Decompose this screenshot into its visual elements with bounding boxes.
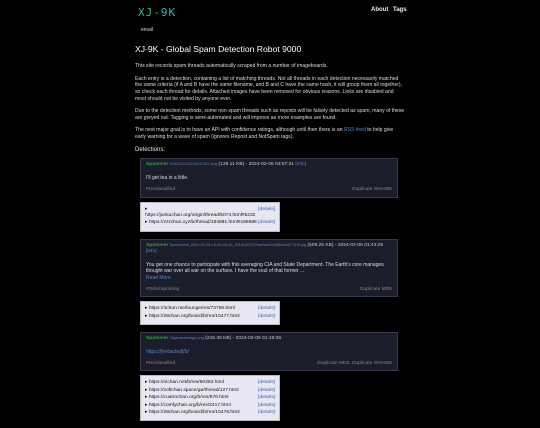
site-logo[interactable]: XJ-9K: [138, 6, 177, 19]
list-item: [145, 314, 275, 320]
thread-url: ▸ https://cuatrochan.org/b/res/876.html: [145, 395, 228, 401]
detection-card: [140, 239, 398, 298]
false-positive-text: Due to the detection methods, some non-spam threads such as reposts will be falsely detected as spam, many of these are greyed out. Tagging is semi-automated and will improve as more examples are found.: [135, 108, 405, 121]
tag-label[interactable]: #Unclassified: [146, 187, 176, 193]
thread-url: ▸ https://comfychan.org/b/res/2417.html: [145, 403, 231, 409]
file-meta: (138.11 KB) - 2024-02-06 03:57:31: [218, 162, 295, 168]
details-link[interactable]: [details]: [258, 206, 275, 212]
list-item: [145, 395, 275, 401]
thread-url: ▸ https://nichan.net/b/res/50363.html: [145, 380, 224, 386]
thread-url: ▸ https://zzzchan.xyz/b/thread/184881.html#186988: [145, 220, 257, 226]
rss-feed-link[interactable]: RSS feed: [343, 127, 366, 134]
author-name: Spammer: [146, 336, 169, 342]
post-body: You get one chance to participate with this averaging CIA and State Department. The Earth's core manages thought war over all war on the surface. I have the soul of that former ... Read More: [146, 261, 384, 281]
intro-text: This site records spam threads automatically scraped from a number of imageboards.: [135, 63, 328, 70]
read-more-link[interactable]: Read More: [146, 274, 171, 281]
details-link[interactable]: [details]: [258, 387, 275, 393]
match-type: Duplicate SHA256: [352, 187, 392, 193]
file-meta: (215.36 KB) - 2024-02-06 01:19:36: [205, 336, 282, 342]
list-item: [145, 388, 275, 394]
details-link[interactable]: [details]: [258, 395, 275, 401]
nav-about[interactable]: About: [371, 7, 389, 13]
thread-url: ▸ https://28chan.org/board/b/res/10476.html: [145, 410, 240, 416]
author-name: Spammer: [146, 242, 169, 248]
thread-links: [140, 375, 280, 421]
thread-url: ▸ https://softchan.space/ga/thread/127.html: [145, 388, 239, 394]
author-name: Spammer: [146, 162, 169, 168]
detections-heading: Detections:: [135, 146, 166, 153]
post-body: [146, 349, 392, 356]
details-link[interactable]: [details]: [258, 313, 275, 319]
details-link[interactable]: [details]: [258, 380, 275, 386]
api-text: The next major goal is to have an API with confidence ratings, although until then there is an RSS feed to help give early warning for a wave of spam (ignores Repost and NotSpam tags).: [135, 127, 394, 141]
file-meta: (509.25 KB) - 2024-02-06 01:43:25: [307, 242, 384, 248]
thread-url: ▸ https://28chan.org/board/b/res/10477.html: [145, 314, 240, 320]
post-body: I'll get tea in a little.: [146, 174, 189, 181]
thread-links: [140, 202, 280, 232]
page-title: XJ-9K - Global Spam Detection Robot 9000: [135, 44, 302, 54]
list-item: [145, 207, 275, 220]
thread-url: ▸ https://junkuchan.org/origin/thread/5074.html#5232: [145, 207, 258, 220]
post-link[interactable]: https://[redacted]/b/: [146, 348, 189, 355]
top-nav: [368, 7, 407, 15]
list-item: [145, 410, 275, 416]
main-content: [135, 44, 405, 428]
details-link[interactable]: [details]: [258, 409, 275, 415]
thread-links: [140, 301, 280, 325]
info-link[interactable]: [info]: [146, 249, 157, 255]
details-link[interactable]: [details]: [258, 306, 275, 312]
list-item: [145, 306, 275, 312]
file-name[interactable]: ClipboardImage.png: [169, 336, 204, 341]
detection-card: [140, 332, 398, 371]
thread-url: ▸ https://4chon.me/lounge/res/73756.html: [145, 306, 235, 312]
detection-card: [140, 158, 398, 197]
explanation-text: Each entry is a detection, containing a list of matching threads. Not all threads in each detection necessarily matched the same criteria (if A and B have the same filename, and B and C have the same hash, it will group them all together), so check each thread for details. Attached images have been removed for obvious reasons. Links are disabled and most should not be visited by anyone ever.: [135, 75, 402, 102]
file-name[interactable]: Screenshot_2024-02-05-16-49-44-40_40184257297ae0ab618fd8ba2d57719f.jpg: [169, 242, 307, 247]
details-link[interactable]: [details]: [258, 402, 275, 408]
file-name[interactable]: 0132010125215312312.png: [169, 162, 218, 167]
tag-label[interactable]: #Unclassified: [146, 361, 176, 367]
list-item: [145, 220, 275, 226]
email-link[interactable]: email: [141, 27, 153, 33]
list-item: [145, 380, 275, 386]
nav-tags[interactable]: Tags: [393, 7, 407, 13]
match-type: Duplicate MD5: [359, 287, 392, 293]
info-link[interactable]: [info]: [295, 162, 306, 168]
details-link[interactable]: [details]: [258, 220, 275, 226]
match-type: Duplicate MD5, Duplicate SHA256: [317, 361, 392, 367]
tag-label[interactable]: #Schizoposting: [146, 287, 180, 293]
list-item: [145, 403, 275, 409]
